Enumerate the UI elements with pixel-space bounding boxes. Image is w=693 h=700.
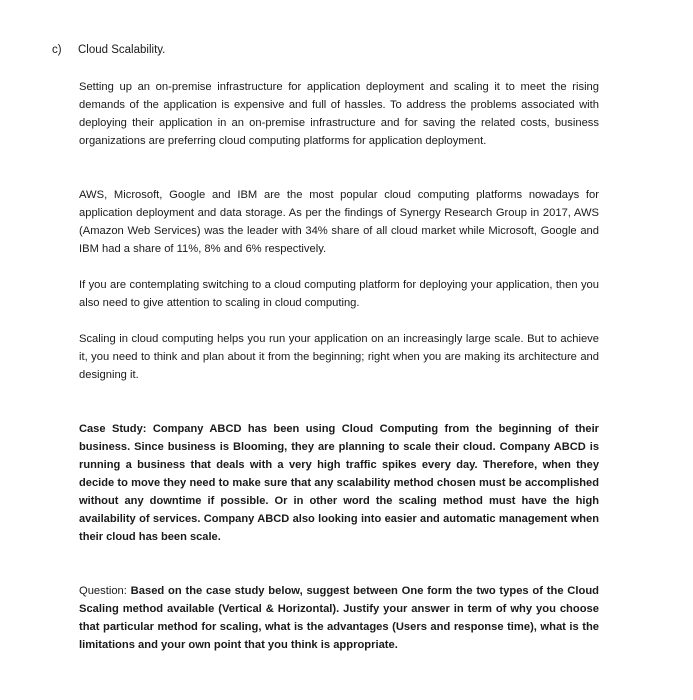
- paragraph-contemplating: If you are contemplating switching to a cloud computing platform for deploying your application, then you also need to give attention to scaling in cloud computing.: [79, 279, 599, 309]
- section-title: Cloud Scalability.: [78, 44, 166, 56]
- paragraph-intro: Setting up an on-premise infrastructure for application deployment and scaling it to meet the rising demands of the application is expensive and full of hassles. To address the problems associated with deploying their application in an on-premise infrastructure and for saving the related costs, business organizations are preferring cloud computing platforms for application deployment.: [79, 81, 599, 147]
- section-marker: c): [52, 44, 62, 56]
- paragraph-scaling: Scaling in cloud computing helps you run your application on an increasingly large scale. But to achieve it, you need to think and plan about it from the beginning; right when you are making its architecture and designing it.: [79, 333, 599, 381]
- question-paragraph: [79, 582, 599, 654]
- section-heading: [52, 42, 165, 58]
- question-label: Question:: [79, 585, 131, 597]
- question-body: Based on the case study below, suggest between One form the two types of the Cloud Scaling method available (Vertical & Horizontal). Justify your answer in term of why you choose that particular method for scaling, what is the advantages (Users and response time), what is the limitations and your own point that you think is appropriate.: [79, 585, 599, 651]
- paragraph-market-share: AWS, Microsoft, Google and IBM are the most popular cloud computing platforms nowadays for application deployment and data storage. As per the findings of Synergy Research Group in 2017, AWS (Amazon Web Services) was the leader with 34% share of all cloud market while Microsoft, Google and IBM had a share of 11%, 8% and 6% respectively.: [79, 189, 599, 255]
- case-study-paragraph: Case Study: Company ABCD has been using Cloud Computing from the beginning of their business. Since business is Blooming, they are planning to scale their cloud. Company ABCD is running a business that deals with a very high traffic spikes every day. Therefore, when they decide to move they need to make sure that any scalability method chosen must be accomplished without any downtime if possible. Or in other word the scaling method must have the high availability of services. Company ABCD also looking into easier and automatic management when their cloud has been scale.: [79, 423, 599, 543]
